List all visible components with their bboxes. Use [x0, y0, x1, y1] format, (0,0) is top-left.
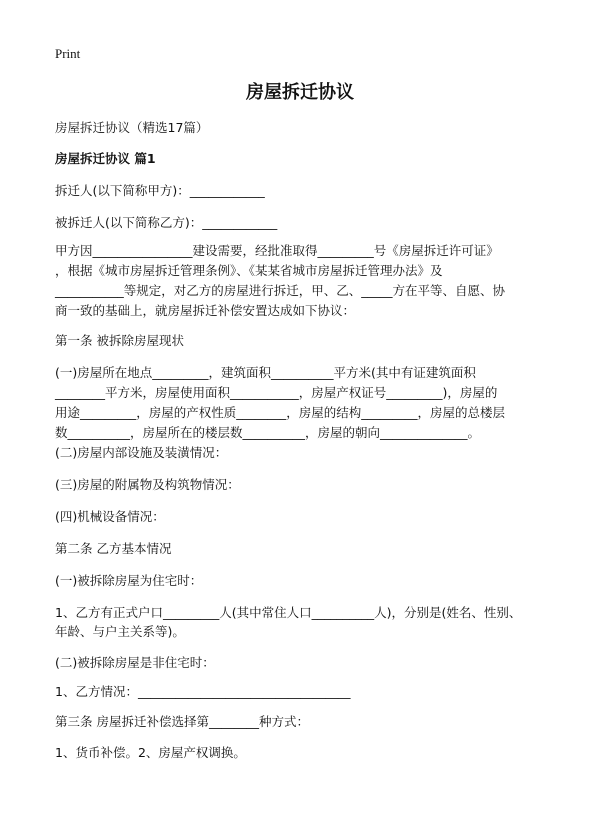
paragraph-line: 用途_________，房屋的产权性质________，房屋的结构_________，房屋的总楼层: [55, 405, 506, 420]
party-a-line: 拆迁人(以下简称甲方)：____________: [55, 183, 265, 198]
paragraph-line: 年龄、与户主关系等)。: [55, 624, 185, 639]
article-heading: 第一条 被拆除房屋现状: [55, 333, 184, 348]
paragraph-line: (一)被拆除房屋为住宅时：: [55, 573, 203, 588]
paragraph-line: 1、货币补偿。2、房屋产权调换。: [55, 745, 246, 760]
section-heading: 房屋拆迁协议 篇1: [55, 151, 156, 166]
paragraph-line: (二)被拆除房屋是非住宅时：: [55, 655, 215, 670]
paragraph-line: 1、乙方有正式户口_________人(其中常住人口__________人)，分别是(姓名、性别、: [55, 605, 522, 620]
print-link[interactable]: Print: [55, 46, 81, 61]
article-heading: 第二条 乙方基本情况: [55, 541, 172, 556]
page-title: 房屋拆迁协议: [246, 82, 354, 103]
paragraph-line: ___________等规定，对乙方的房屋进行拆迁，甲、乙、_____方在平等、自愿、协: [55, 283, 506, 298]
paragraph-line: (三)房屋的附属物及构筑物情况：: [55, 477, 240, 492]
paragraph-line: 数__________，房屋所在的楼层数__________，房屋的朝向______________。: [55, 425, 481, 440]
party-b-line: 被拆迁人(以下简称乙方)：____________: [55, 215, 278, 230]
article-heading: 第三条 房屋拆迁补偿选择第________种方式：: [55, 714, 309, 729]
paragraph-line: (一)房屋所在地点_________，建筑面积__________平方米(其中有证建筑面积: [55, 365, 476, 380]
paragraph-line: ________平方米，房屋使用面积___________，房屋产权证号_________)，房屋的: [55, 385, 498, 400]
paragraph-line: 甲方因________________建设需要，经批准取得_________号《房屋拆迁许可证》: [55, 243, 499, 258]
paragraph-line: 1、乙方情况：__________________________________: [55, 684, 351, 699]
paragraph-line: (二)房屋内部设施及装潢情况：: [55, 445, 228, 460]
paragraph-line: 商一致的基础上，就房屋拆迁补偿安置达成如下协议：: [55, 303, 356, 318]
subtitle: 房屋拆迁协议（精选17篇）: [55, 120, 209, 135]
paragraph-line: ，根据《城市房屋拆迁管理条例》、《某某省城市房屋拆迁管理办法》及: [55, 263, 443, 278]
paragraph-line: (四)机械设备情况：: [55, 509, 165, 524]
